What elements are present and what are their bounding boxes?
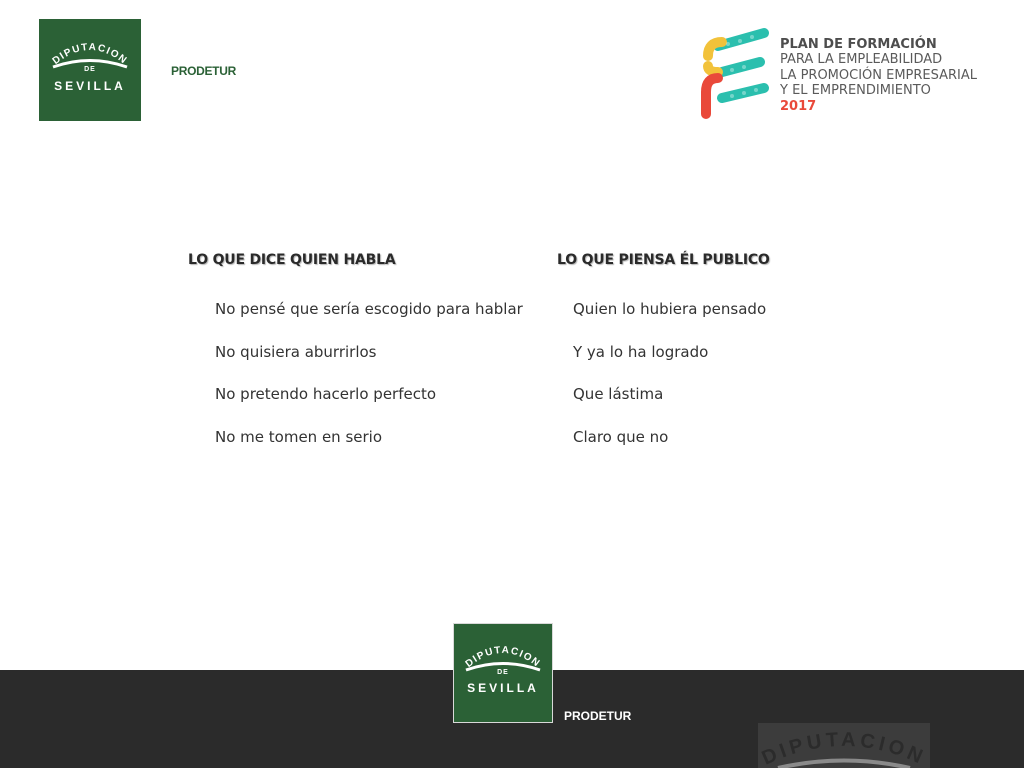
audience-thought: Quien lo hubiera pensado	[573, 300, 767, 318]
logo-sevilla-text: SEVILLA	[54, 79, 126, 93]
footer-logo-sevilla-text: SEVILLA	[467, 681, 539, 695]
diputacion-logo	[39, 19, 141, 121]
plan-formacion-text	[780, 37, 977, 114]
plan-line-1: PLAN DE FORMACIÓN	[780, 37, 937, 52]
footer-logo-de-text: DE	[497, 669, 509, 676]
prodetur-label: PRODETUR	[171, 64, 236, 78]
audience-thought: Y ya lo ha logrado	[573, 343, 709, 361]
speaker-phrase: No pretendo hacerlo perfecto	[215, 385, 437, 403]
footer-diputacion-logo	[453, 623, 553, 723]
logo-de-text: DE	[84, 66, 96, 73]
speaker-phrase: No quisiera aburrirlos	[215, 343, 377, 361]
footer-prodetur-label: PRODETUR	[564, 709, 632, 723]
right-column-header: LO QUE PIENSA ÉL PUBLICO	[557, 252, 770, 268]
footer-corner-logo	[758, 723, 930, 768]
corner-logo-text: DIPUTACION	[758, 728, 930, 768]
speaker-phrase: No pensé que sería escogido para hablar	[215, 300, 523, 318]
plan-formacion-logo-icon	[698, 26, 772, 120]
left-column-header: LO QUE DICE QUIEN HABLA	[188, 252, 396, 268]
audience-thought: Claro que no	[573, 428, 669, 446]
plan-year: 2017	[780, 98, 817, 114]
footer-logo-arc-text: DIPUTACION	[463, 644, 543, 670]
speaker-phrase: No me tomen en serio	[215, 428, 383, 446]
plan-line-4: Y EL EMPRENDIMIENTO	[780, 83, 931, 99]
corner-logo-svg	[758, 723, 930, 768]
audience-thought: Que lástima	[573, 385, 664, 403]
logo-arc-text: DIPUTACION	[50, 41, 130, 67]
plan-line-2: PARA LA EMPLEABILIDAD	[780, 52, 943, 68]
plan-line-3: LA PROMOCIÓN EMPRESARIAL	[780, 67, 978, 83]
